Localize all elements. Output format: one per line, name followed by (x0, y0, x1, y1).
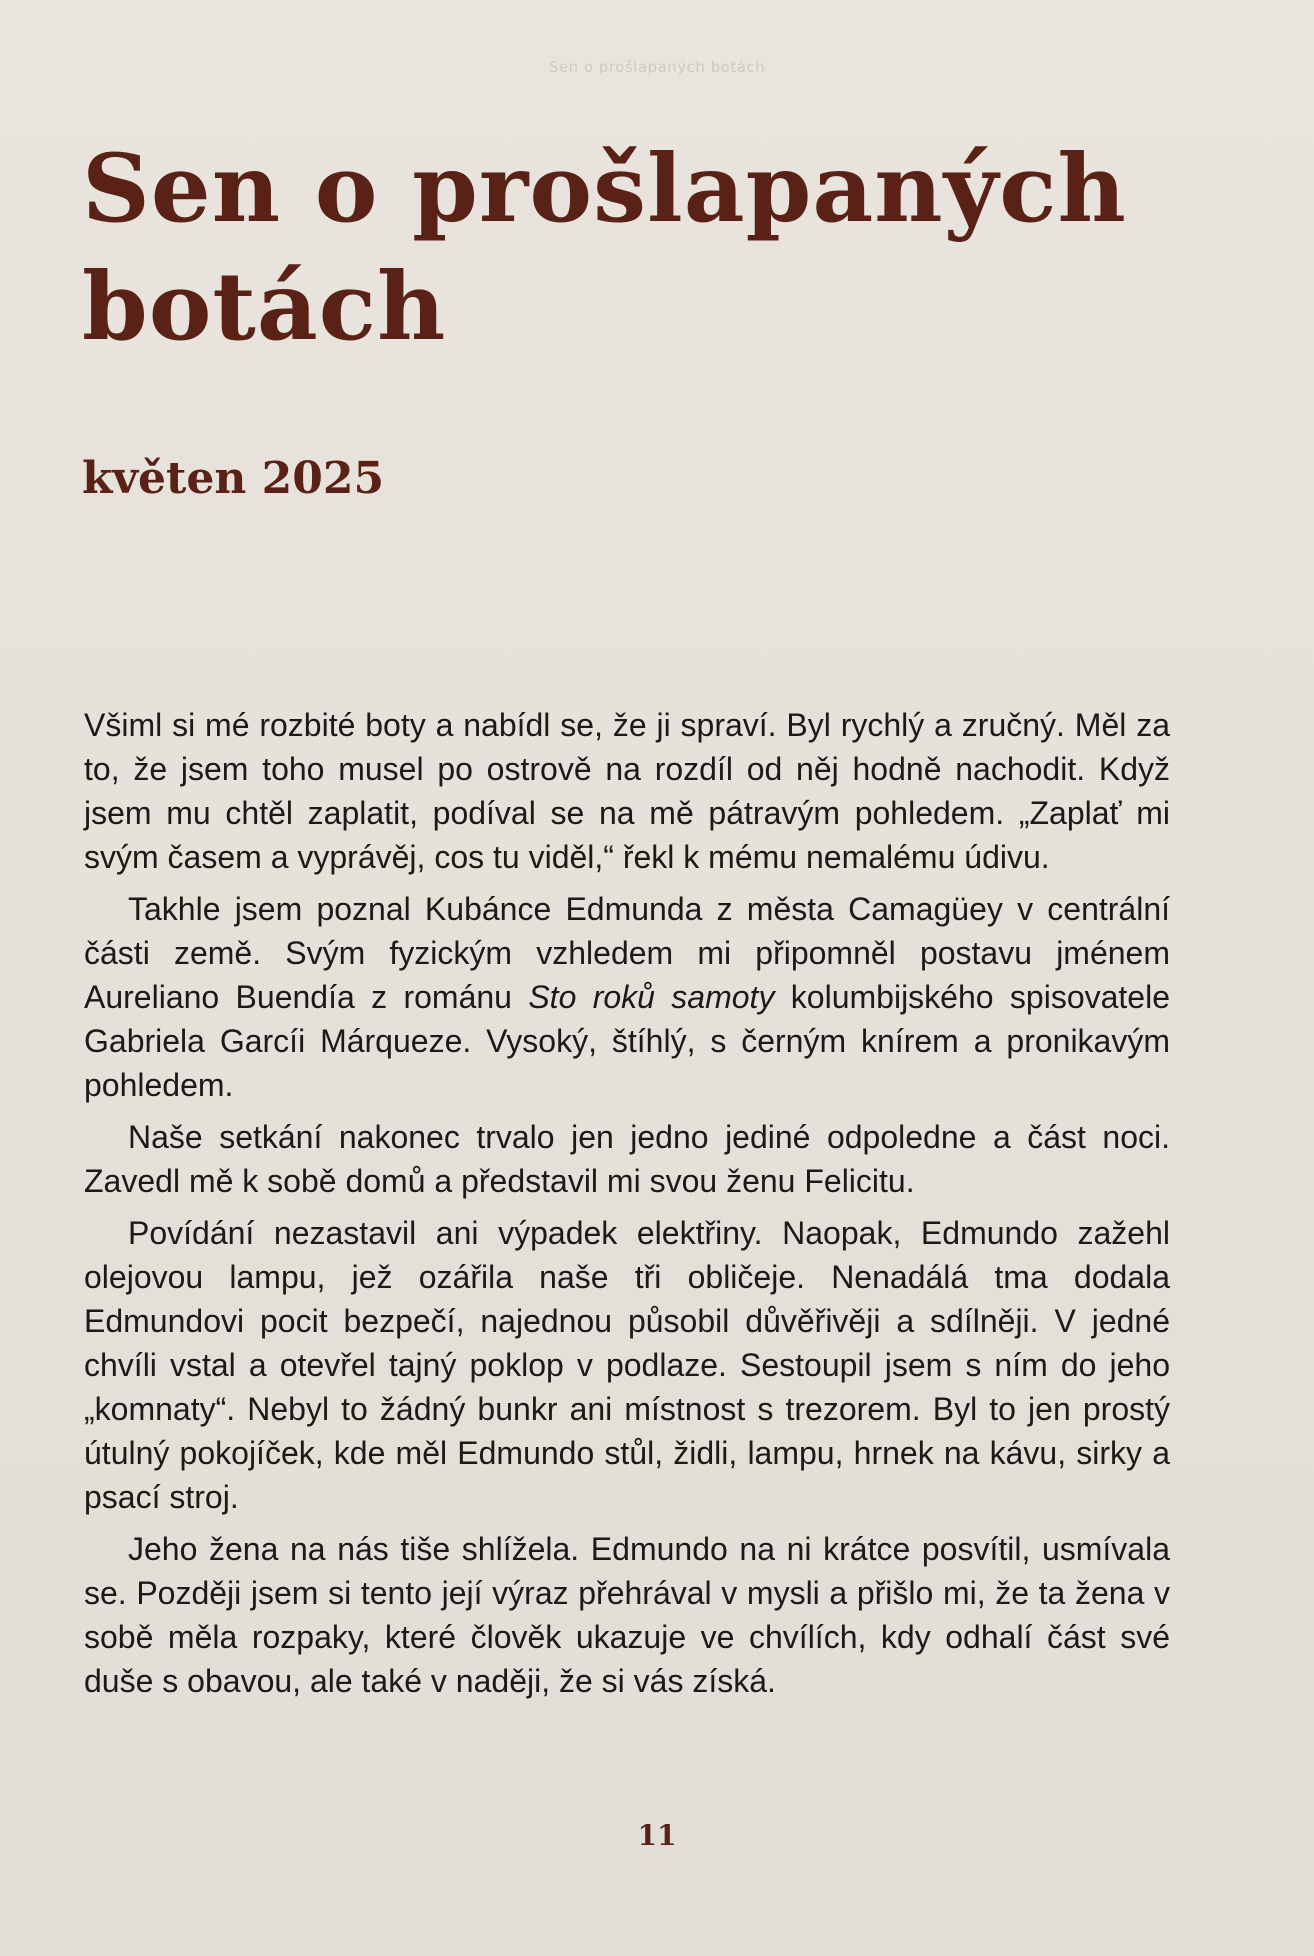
paragraph-text: kolumbijského spisovatele Gabriela Garcíi Márqueze. Vysoký, štíhlý, s černým knírem a pronikavým pohledem. (84, 979, 1171, 1103)
paragraph: Naše setkání nakonec trvalo jen jedno jediné odpoledne a část noci. Zavedl mě k sobě domů a představil mi svou ženu Felicitu. (84, 1119, 1170, 1199)
paragraph: Jeho žena na nás tiše shlížela. Edmundo na ni krátce posvítil, usmívala se. Později jsem si tento její výraz přehrával v mysli a přišlo mi, že ta žena v sobě měla rozpaky, které člověk ukazuje ve chvílích, kdy odhalí část své duše s obavou, ale také v naději, že si vás získá. (84, 1531, 1170, 1699)
body-text (84, 703, 1170, 1703)
paragraph-text: Takhle jsem poznal Kubánce Edmunda z města Camagüey v centrální části země. Svým fyzickým vzhledem mi připomněl postavu jménem Aureliano Buendía z románu (84, 891, 1170, 1015)
page-number: 11 (637, 1819, 677, 1852)
running-head: Sen o prošlapaných botách (548, 58, 766, 76)
paragraph: Všiml si mé rozbité boty a nabídl se, že ji spraví. Byl rychlý a zručný. Měl za to, že jsem toho musel po ostrově na rozdíl od něj hodně nachodit. Když jsem mu chtěl zaplatit, podíval se na mě pátravým pohledem. „Zaplať mi svým časem a vyprávěj, cos tu viděl,“ řekl k mému nemalému údivu. (84, 707, 1170, 875)
paragraph: Povídání nezastavil ani výpadek elektřiny. Naopak, Edmundo zažehl olejovou lampu, jež ozářila naše tři obličeje. Nenadálá tma dodala Edmundovi pocit bezpečí, najednou působil důvěřivěji a sdílněji. V jedné chvíli vstal a otevřel tajný poklop v podlaze. Sestoupil jsem s ním do jeho „komnaty“. Nebyl to žádný bunkr ani místnost s trezorem. Byl to jen prostý útulný pokojíček, kde měl Edmundo stůl, židli, lampu, hrnek na kávu, sirky a psací stroj. (84, 1215, 1170, 1515)
book-title-italic: Sto roků samoty (528, 979, 775, 1015)
chapter-date: květen 2025 (82, 453, 385, 504)
paragraph (84, 887, 1170, 1107)
chapter-title: Sen o prošlapaných botách (82, 134, 1127, 362)
